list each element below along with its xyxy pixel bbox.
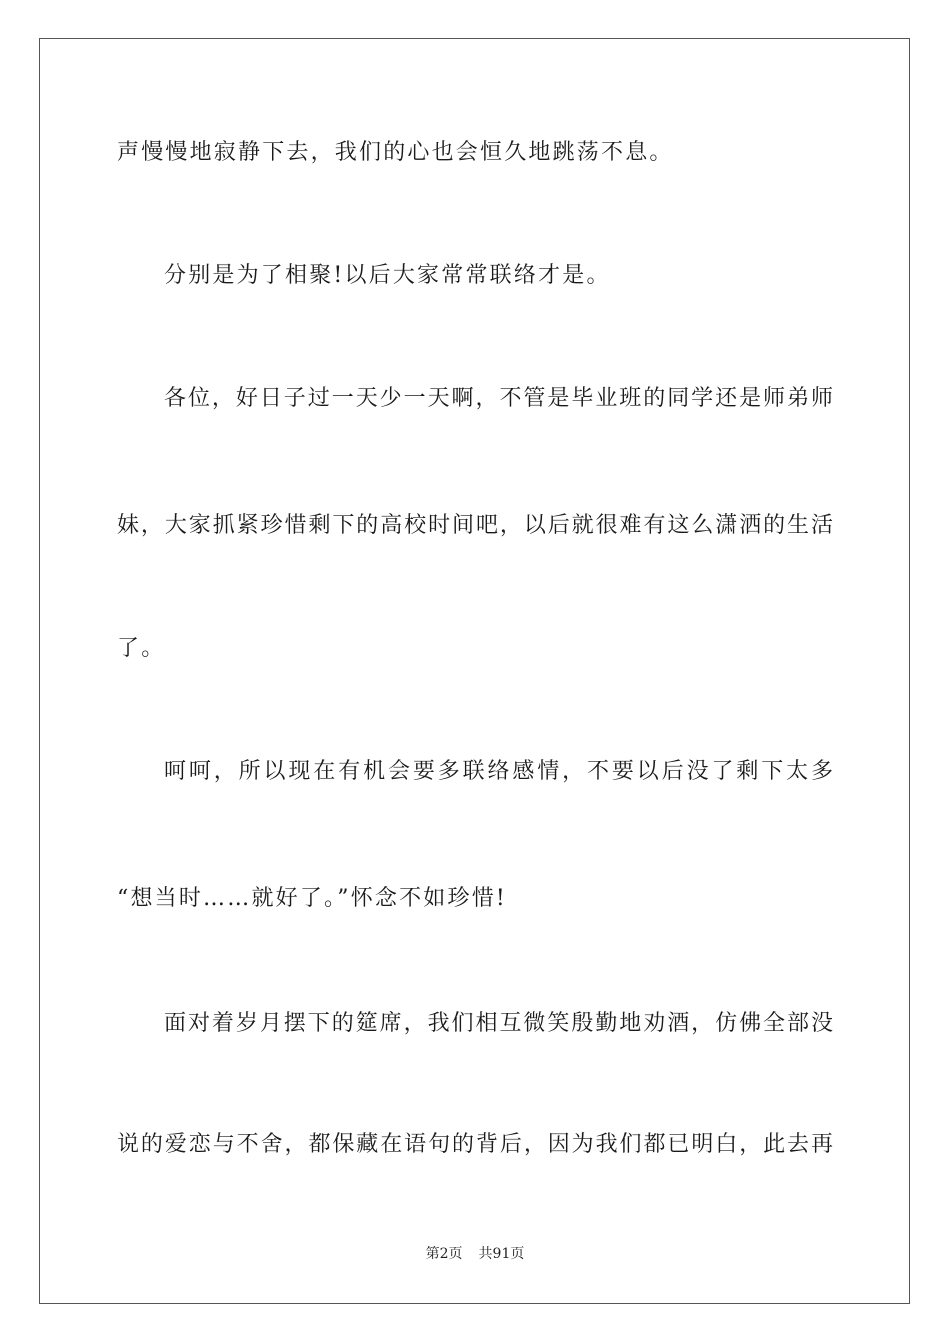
text-line-7: “想当时……就好了。”怀念不如珍惜!	[117, 886, 507, 911]
text-line-8: 面对着岁月摆下的筵席，我们相互微笑殷勤地劝酒，仿佛全部没	[164, 1011, 833, 1036]
text-line-2: 分别是为了相聚!以后大家常常联络才是。	[164, 263, 611, 288]
page-footer	[0, 1244, 950, 1264]
page-border	[39, 38, 910, 1304]
total-pages: 共91页	[478, 1246, 525, 1262]
page-number: 第2页	[425, 1246, 463, 1262]
text-line-9: 说的爱恋与不舍，都保藏在语句的背后，因为我们都已明白，此去再	[117, 1132, 833, 1157]
text-line-5: 了。	[117, 636, 166, 661]
text-line-4: 妹，大家抓紧珍惜剩下的高校时间吧，以后就很难有这么潇洒的生活	[117, 513, 833, 538]
text-line-6: 呵呵，所以现在有机会要多联络感情，不要以后没了剩下太多	[164, 759, 833, 784]
text-line-1: 声慢慢地寂静下去，我们的心也会恒久地跳荡不息。	[117, 140, 674, 165]
text-line-3: 各位，好日子过一天少一天啊，不管是毕业班的同学还是师弟师	[164, 386, 833, 411]
